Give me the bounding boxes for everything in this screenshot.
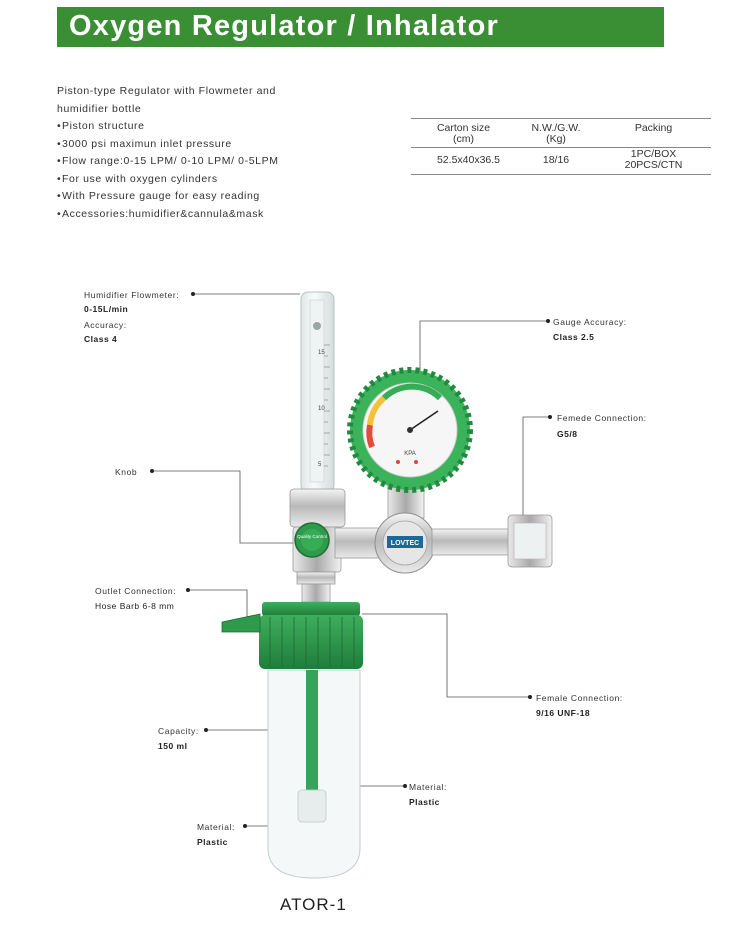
bullet-icon: • — [57, 207, 62, 220]
flow-scale-10: 10 — [318, 406, 325, 412]
bullet-icon: • — [57, 155, 62, 168]
page-title: Oxygen Regulator / Inhalator — [69, 10, 499, 42]
bullet-icon: • — [57, 120, 62, 132]
knob — [295, 523, 329, 557]
callout-accuracy-title: Accuracy: — [84, 320, 127, 330]
model-number: ATOR-1 — [280, 895, 347, 914]
intro-line-2: humidifier bottle — [57, 102, 142, 115]
callout-gauge-title: Gauge Accuracy: — [553, 317, 627, 327]
callout-gauge-value: Class 2.5 — [553, 332, 595, 342]
callout-capacity-title: Capacity: — [158, 726, 199, 736]
callout-outlet-value: Hose Barb 6-8 mm — [95, 601, 175, 611]
callout-flowmeter-value: 0-15L/min — [84, 304, 129, 314]
callout-material-left-value: Plastic — [197, 837, 228, 847]
callout-material-right-title: Material: — [409, 782, 447, 792]
cell-packing: 1PC/BOX 20PCS/CTN — [624, 148, 683, 171]
callout-femede-value: G5/8 — [557, 429, 578, 439]
flow-scale-15: 15 — [318, 350, 325, 356]
callout-female-title: Female Connection: — [536, 693, 623, 703]
feature-item: •For use with oxygen cylinders — [57, 171, 279, 189]
callout-material-left-title: Material: — [197, 822, 235, 832]
bullet-icon: • — [57, 190, 62, 203]
callout-female-value: 9/16 UNF-18 — [536, 708, 591, 718]
knob-label: Quality Control — [297, 534, 327, 539]
feature-item: •Piston structure — [57, 118, 279, 136]
cell-weight: 18/16 — [542, 154, 570, 166]
feature-item: •With Pressure gauge for easy reading — [57, 188, 279, 206]
intro-line-1: Piston-type Regulator with Flowmeter and — [57, 85, 276, 97]
cell-carton: 52.5x40x36.5 — [436, 154, 501, 166]
callout-material-right-value: Plastic — [409, 797, 440, 807]
flow-scale-5: 5 — [318, 462, 322, 468]
brand-label: LOVTEC — [390, 540, 420, 547]
header-carton: Carton size (cm) — [436, 122, 491, 145]
feature-item: •Accessories:humidifier&cannula&mask — [57, 206, 279, 224]
callout-accuracy-value: Class 4 — [84, 334, 118, 344]
bullet-icon: • — [57, 137, 62, 150]
gauge-unit: KPA — [404, 451, 416, 457]
header-weight: N.W./G.W. (Kg) — [531, 122, 581, 145]
callout-outlet-title: Outlet Connection: — [95, 586, 177, 596]
header-packing: Packing — [634, 122, 673, 134]
callout-femede-title: Femede Connection: — [557, 413, 647, 423]
callout-flowmeter-title: Humidifier Flowmeter: — [84, 290, 180, 300]
callout-knob-title: Knob — [115, 467, 138, 477]
feature-item: •3000 psi maximun inlet pressure — [57, 136, 279, 154]
feature-item: •Flow range:0-15 LPM/ 0-10 LPM/ 0-5LPM — [57, 153, 279, 171]
bullet-icon: • — [57, 172, 62, 185]
pressure-gauge — [350, 370, 470, 490]
flowmeter-tube — [301, 292, 334, 492]
callout-capacity-value: 150 ml — [158, 741, 188, 751]
